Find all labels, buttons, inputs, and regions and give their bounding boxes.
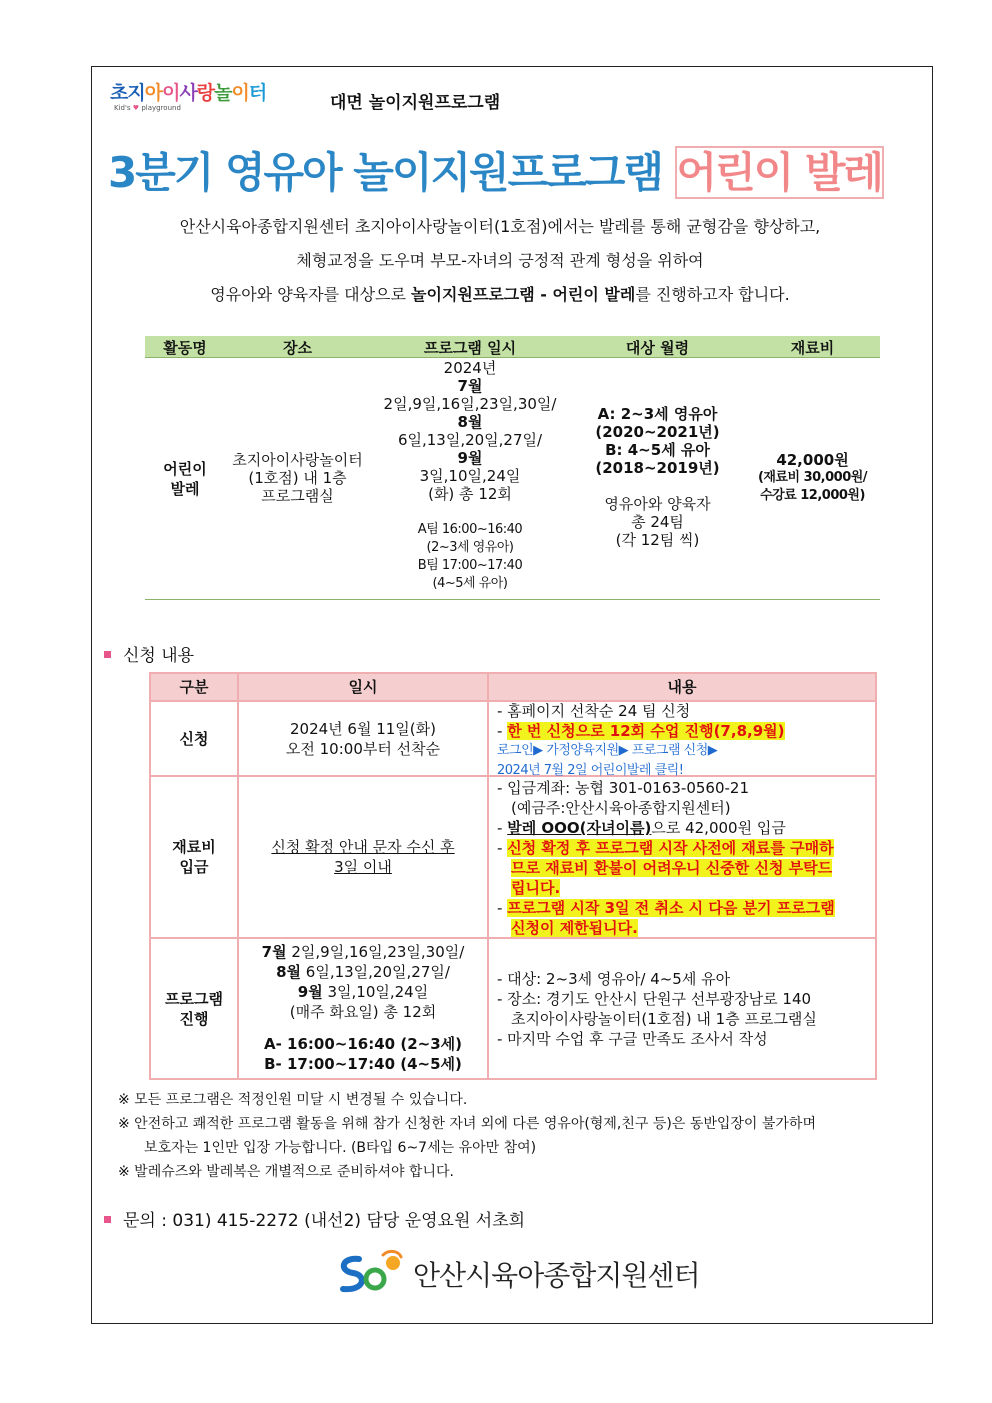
- activity-place: 초지아이사랑놀이터 (1호점) 내 1층 프로그램실: [232, 451, 363, 505]
- col-header: 대상 월령: [625, 339, 690, 357]
- program-table-header: [145, 336, 880, 358]
- logo-part: 랑: [196, 82, 215, 104]
- payment-deadline: 신청 확정 안내 문자 수신 후 3일 이내: [271, 838, 455, 876]
- title-main: 3분기 영유아 놀이지원프로그램: [107, 148, 662, 197]
- highlight-text: 한 번 신청으로 12회 수업 진행(7,8,9월): [507, 722, 785, 740]
- col-header: 프로그램 일시: [423, 339, 517, 357]
- intro-line: 영유아와 양육자를 대상으로 놀이지원프로그램 - 어린이 발레를 진행하고자 합니다.: [210, 285, 790, 304]
- apply-content: - 홈페이지 선착순 24 팀 신청 - 한 번 신청으로 12회 수업 진행(7,8,9월) 로그인▶ 가정양육지원▶ 프로그램 신청▶ 2024년 7월 2일 어린이발레 클릭!: [497, 701, 872, 781]
- logo-part: 놀: [214, 82, 232, 104]
- row-label-progress: 프로그램 진행: [165, 990, 223, 1028]
- highlight-text: 립니다.: [511, 879, 561, 897]
- divider: [487, 674, 489, 1078]
- col-header: 구분: [151, 674, 237, 700]
- logo-part: 터: [248, 82, 267, 104]
- col-header: 재료비: [790, 339, 835, 357]
- logo-part: 초지: [110, 82, 145, 104]
- logo-part: 이: [162, 82, 180, 104]
- logo-wordmark: [110, 78, 320, 105]
- intro-line: 체형교정을 도우며 부모-자녀의 긍정적 관계 형성을 위하여: [296, 251, 704, 270]
- col-header: 일시: [239, 674, 487, 700]
- square-bullet-icon: [104, 651, 111, 658]
- material-fee: 42,000원 (재료비 30,000원/ 수강료 12,000원): [757, 451, 868, 503]
- highlight-text: 신청 확정 후 프로그램 시작 사전에 재료를 구매하: [507, 839, 834, 857]
- intro-paragraph: [100, 210, 900, 312]
- highlight-text: 신청이 제한됩니다.: [511, 919, 638, 937]
- apply-section-title: 신청 내용: [104, 641, 194, 666]
- contact-line: 문의 : 031) 415-2272 (내선2) 담당 운영요원 서초희: [104, 1206, 525, 1231]
- notes: [118, 1088, 908, 1184]
- highlight-text: 므로 재료비 환불이 어려우니 신중한 신청 부탁드: [511, 859, 833, 877]
- logo-part: 아: [144, 82, 163, 104]
- note-item: ※ 모든 프로그램은 적정인원 미달 시 변경될 수 있습니다.: [118, 1092, 468, 1108]
- header-label: 대면 놀이지원프로그램: [330, 93, 501, 113]
- note-item: 보호자는 1인만 입장 가능합니다. (B타입 6~7세는 유아만 참여): [144, 1140, 537, 1156]
- heart-icon: ♥: [132, 104, 140, 112]
- center-name: 안산시육아종합지원센터: [413, 1259, 700, 1292]
- apply-path: 2024년 7월 2일 어린이발레 클릭!: [497, 763, 684, 778]
- col-header: 내용: [489, 674, 875, 700]
- apply-path: 로그인▶ 가정양육지원▶ 프로그램 신청▶: [497, 743, 718, 758]
- highlight-text: 프로그램 시작 3일 전 취소 시 다음 분기 프로그램: [507, 899, 835, 917]
- center-emblem-icon: [335, 1249, 405, 1295]
- apply-table: [149, 672, 877, 1080]
- payment-content: - 입금계좌: 농협 301-0163-0560-21 (예금주:안산시육아종합지원센터) - 발레 OOO(자녀이름)으로 42,000원 입금 - 신청 확정 후 프로그램 시작 사전에 재료를 구매하 므로 재료비 환불이 어려우니 신중한 신청 부탁드 립니다. - 프로그램 시작 3일 전 취소 시 다음 분기 프로그램 신청이 제한됩니다.: [497, 779, 835, 937]
- title-accent: 어린이 발레: [676, 148, 882, 197]
- center-logo: [335, 1247, 705, 1297]
- apply-date: 2024년 6월 11일(화) 오전 10:00부터 선착순: [285, 720, 441, 758]
- progress-content: - 대상: 2~3세 영유아/ 4~5세 유아 - 장소: 경기도 안산시 단원구 선부광장남로 140 초지아이사랑놀이터(1호점) 내 1층 프로그램실 - 마지막 수업 후 구글 만족도 조사서 작성: [497, 970, 817, 1048]
- note-item: ※ 안전하고 쾌적한 프로그램 활동을 위해 참가 신청한 자녀 외에 다른 영유아(형제,친구 등)은 동반입장이 불가하며: [118, 1116, 816, 1132]
- row-label-apply: 신청: [179, 730, 209, 748]
- page-title: [0, 140, 992, 200]
- logo-part: 사: [179, 82, 197, 104]
- target-age: A: 2~3세 영유아 (2020~2021년) B: 4~5세 유아 (2018~2019년) 영유아와 양육자 총 24팀 (각 12팀 씩): [595, 405, 720, 549]
- program-table-body: [145, 357, 880, 600]
- col-header: 장소: [283, 339, 312, 357]
- activity-name: 어린이 발레: [163, 460, 207, 498]
- row-label-payment: 재료비 입금: [172, 838, 216, 876]
- logo-tagline: Kid's ♥ playground: [114, 104, 181, 112]
- intro-line: 안산시육아종합지원센터 초지아이사랑놀이터(1호점)에서는 발레를 통해 균형감을 향상하고,: [179, 217, 821, 236]
- playground-logo: [110, 78, 320, 118]
- activity-schedule: 2024년 7월 2일,9일,16일,23일,30일/ 8월 6일,13일,20일,27일/ 9월 3일,10일,24일 (화) 총 12회 A팀 16:00~16:40 (2~3세 영유아) B팀 17:00~17:40 (4~5세 유아): [383, 359, 557, 591]
- logo-part: 이: [231, 82, 249, 104]
- progress-schedule: 7월 2일,9일,16일,23일,30일/ 8월 6일,13일,20일,27일/ 9월 3일,10일,24일 (매주 화요일) 총 12회 A- 16:00~16:40 (2~3세) B- 17:00~17:40 (4~5세): [261, 943, 465, 1073]
- square-bullet-icon: [104, 1216, 111, 1223]
- col-header: 활동명: [163, 339, 207, 357]
- note-item: ※ 발레슈즈와 발레복은 개별적으로 준비하셔야 합니다.: [118, 1164, 454, 1180]
